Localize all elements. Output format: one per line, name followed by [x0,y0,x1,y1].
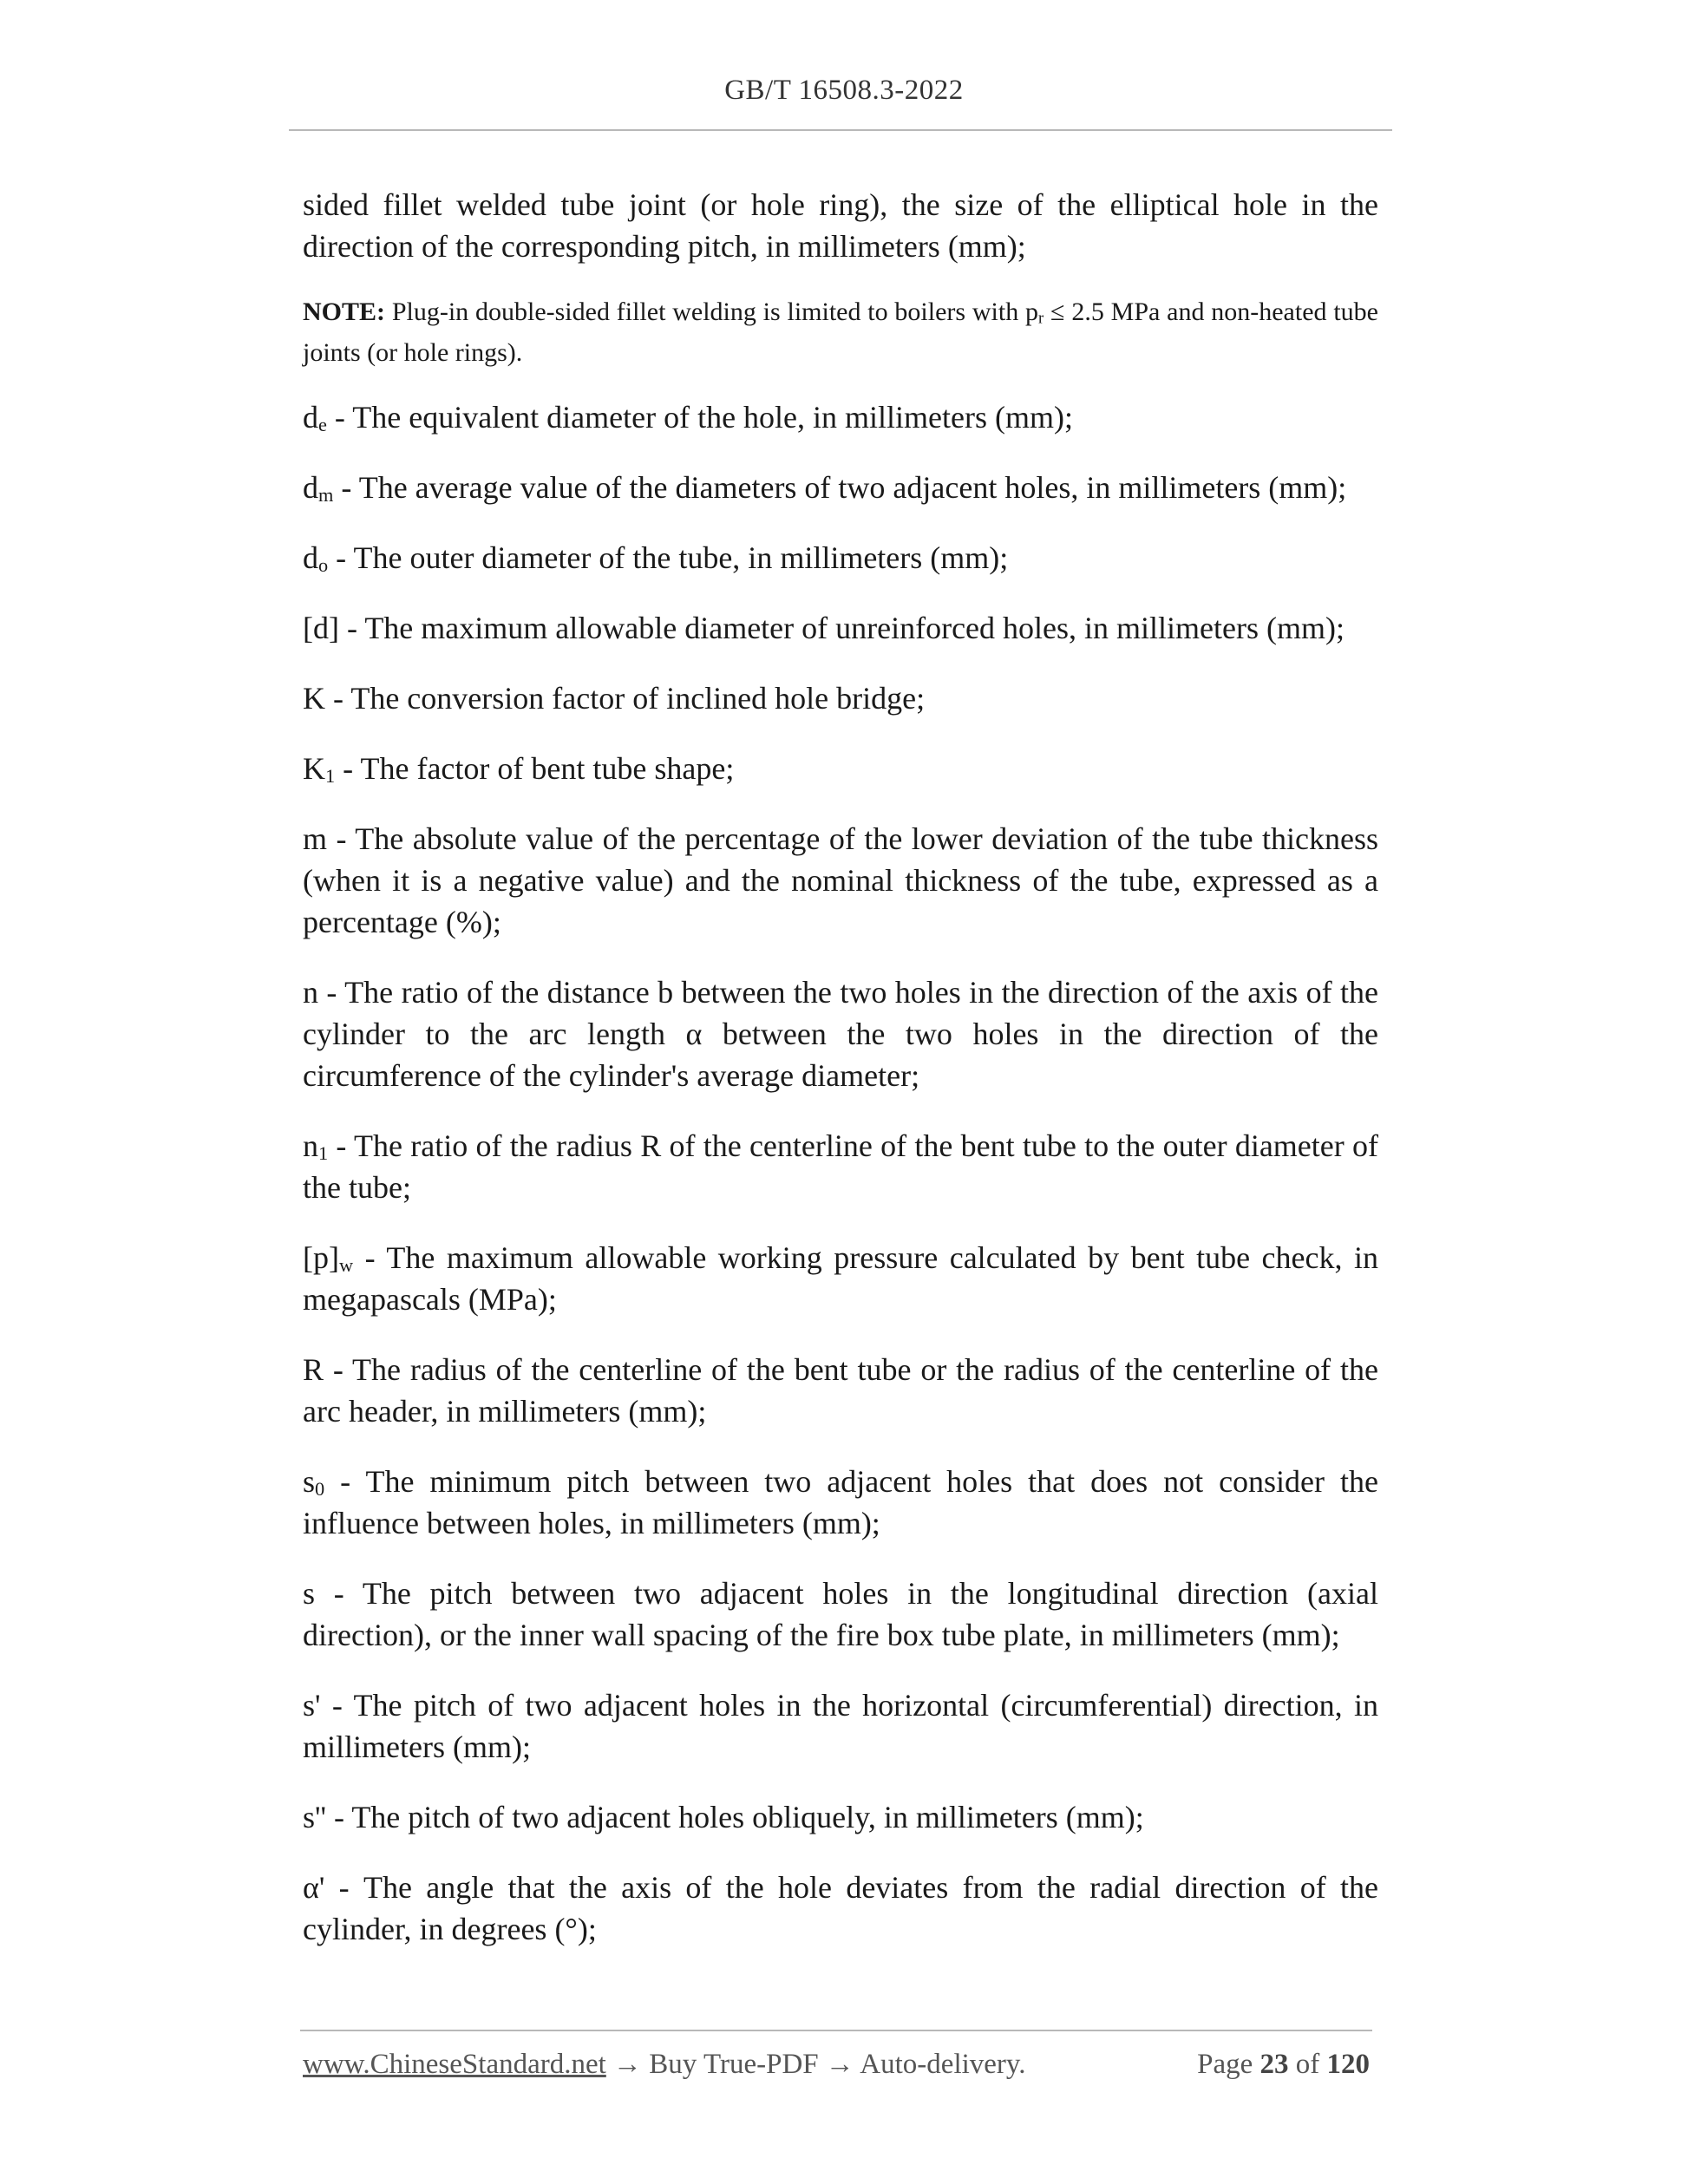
note-text-a: Plug-in double-sided fillet welding is limited to boilers with p [385,298,1039,326]
symbol-subscript: 1 [318,1142,329,1165]
symbol-subscript: o [318,554,329,577]
definition-text: - The outer diameter of the tube, in millimeters (mm); [328,540,1009,575]
footer-divider [300,2030,1372,2031]
symbol-subscript: e [318,414,327,436]
definition-K1 [303,748,1378,789]
symbol-subscript: 1 [325,765,336,788]
page-total: 120 [1326,2049,1370,2080]
paragraph-continuation: sided fillet welded tube joint (or hole ring), the size of the elliptical hole in the direction of the corresponding pitch, in millimeters (mm); [303,187,1378,264]
symbol: d [303,470,318,505]
definition-text: - The average value of the diameters of two adjacent holes, in millimeters (mm); [333,470,1347,505]
note-subscript: r [1038,309,1044,328]
website-link[interactable]: www.ChineseStandard.net [303,2049,606,2080]
of-label: of [1295,2049,1320,2080]
symbol-subscript: m [318,484,334,507]
page-number: 23 [1259,2049,1289,2080]
definition-dm [303,467,1378,508]
symbol: d [303,400,318,435]
symbol: [p] [303,1240,339,1275]
definition-pw [303,1237,1378,1320]
symbol: s [303,1464,316,1499]
definition-do [303,537,1378,579]
page-header: GB/T 16508.3-2022 [724,75,964,106]
definition-text: - The ratio of the radius R of the centerline of the bent tube to the outer diameter of the tube; [303,1128,1378,1205]
symbol-subscript: 0 [315,1478,325,1501]
note-text-b: ≤ 2.5 MPa and non-heated tube joints (or hole rings). [303,298,1378,367]
definition-alpha-prime: α' - The angle that the axis of the hole deviates from the radial direction of the cylinder, in degrees (°); [303,1870,1378,1946]
definition-s-double-prime: s'' - The pitch of two adjacent holes obliquely, in millimeters (mm); [303,1800,1144,1834]
symbol: K [303,751,325,786]
definition-s0 [303,1461,1378,1544]
definition-R: R - The radius of the centerline of the bent tube or the radius of the centerline of the arc header, in millimeters (mm); [303,1352,1378,1429]
definition-d-max: [d] - The maximum allowable diameter of unreinforced holes, in millimeters (mm); [303,611,1345,645]
header-divider [289,129,1392,131]
symbol: n [303,1128,318,1163]
definition-text: - The equivalent diameter of the hole, in millimeters (mm); [326,400,1073,435]
symbol-subscript: w [338,1254,354,1277]
definition-n: n - The ratio of the distance b between the two holes in the direction of the axis of the cylinder to the arc length α between the two holes in the direction of the circumference of the cylinder's average diameter; [303,975,1378,1093]
definition-m: m - The absolute value of the percentage of the lower deviation of the tube thickness (when it is a negative value) and the nominal thickness of the tube, expressed as a percentage (%); [303,821,1378,939]
note-label: NOTE: [303,298,386,326]
definition-text: - The maximum allowable working pressure calculated by bent tube check, in megapascals (MPa); [303,1240,1378,1317]
definition-de [303,396,1378,438]
page-label: Page [1197,2049,1253,2080]
definition-K: K - The conversion factor of inclined hole bridge; [303,681,926,716]
definition-s: s - The pitch between two adjacent holes in the longitudinal direction (axial direction), or the inner wall spacing of the fire box tube plate, in millimeters (mm); [303,1576,1378,1652]
note-paragraph [303,291,1378,373]
document-body [303,184,1378,1978]
symbol: d [303,540,318,575]
page-indicator [1197,2049,1370,2081]
definition-n1 [303,1125,1378,1208]
footer-tagline: → Buy True-PDF → Auto-delivery. [605,2049,1026,2080]
footer-left [303,2049,1026,2081]
definition-s-prime: s' - The pitch of two adjacent holes in the horizontal (circumferential) direction, in millimeters (mm); [303,1688,1378,1764]
definition-text: - The minimum pitch between two adjacent holes that does not consider the influence between holes, in millimeters (mm); [303,1464,1378,1540]
definition-text: - The factor of bent tube shape; [335,751,735,786]
